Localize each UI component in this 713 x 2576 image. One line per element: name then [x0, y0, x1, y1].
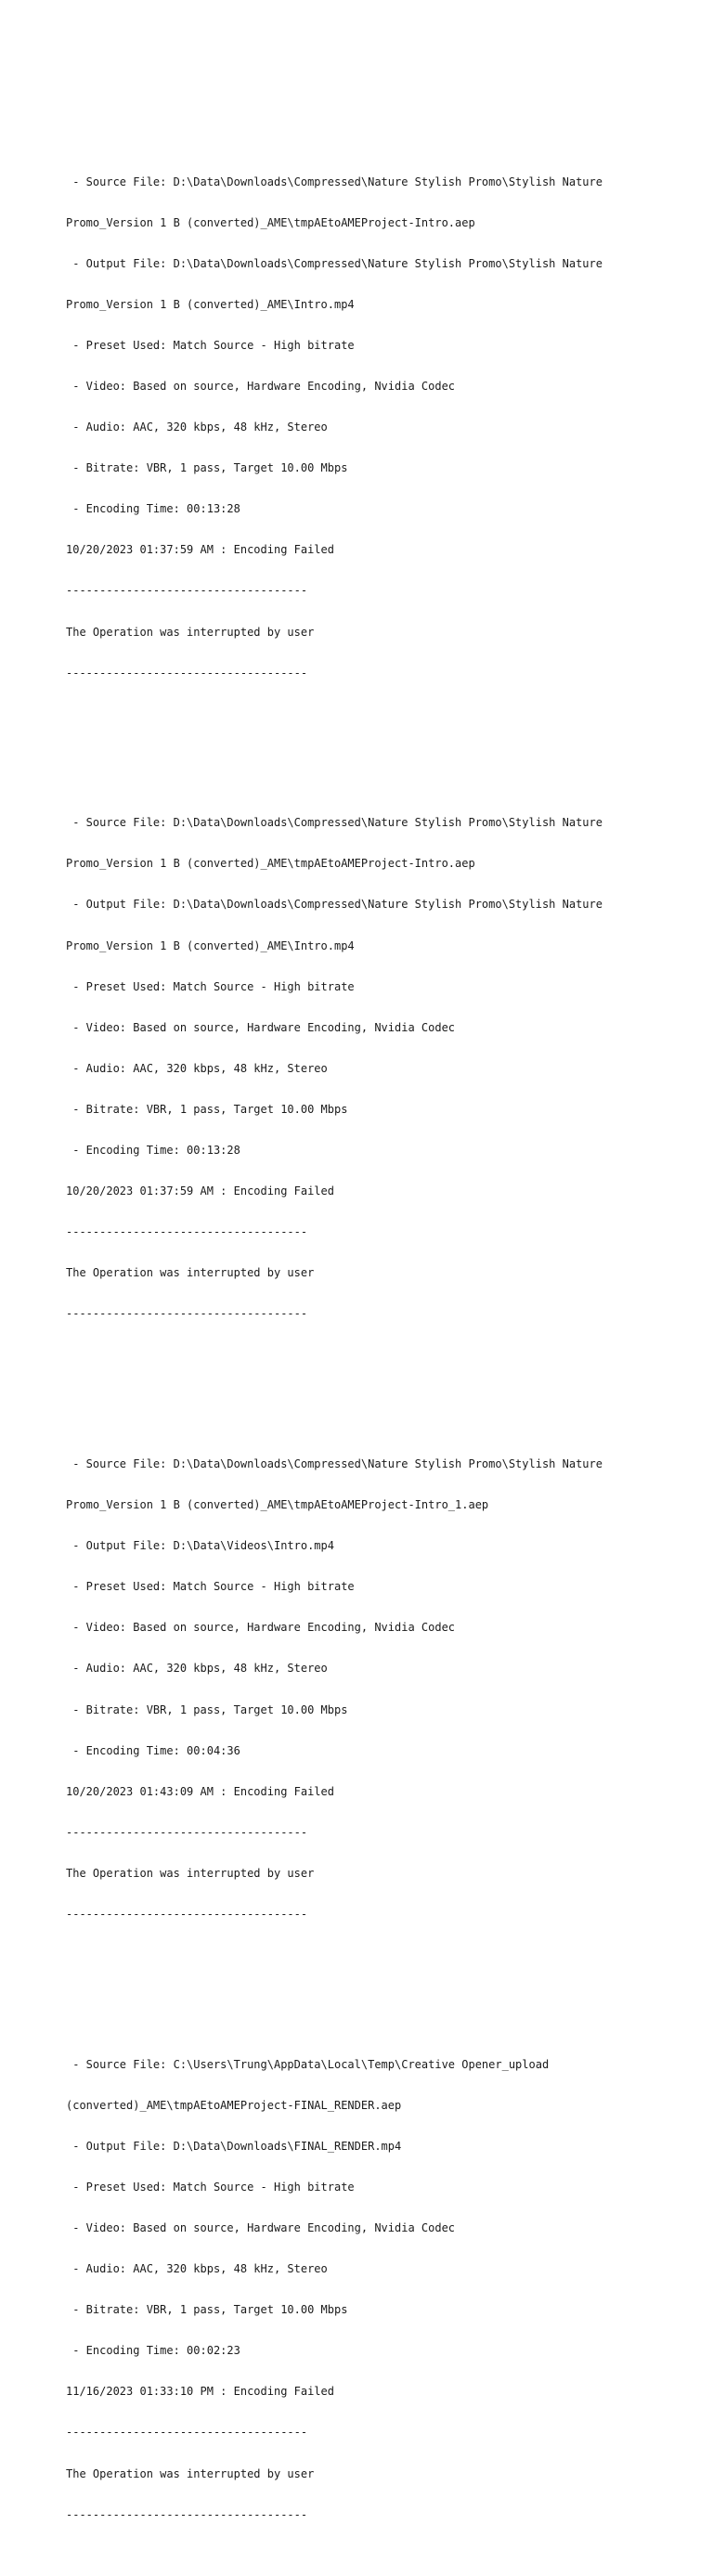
- source-file-line: - Source File: D:\Data\Downloads\Compressed\Nature Stylish Promo\Stylish Nature: [66, 175, 603, 188]
- preset-line: - Preset Used: Match Source - High bitrate: [66, 2180, 355, 2194]
- separator-line: ------------------------------------: [66, 584, 308, 598]
- separator-line: ------------------------------------: [66, 1225, 308, 1239]
- log-entry: [66, 2030, 697, 2549]
- message-line: The Operation was interrupted by user: [66, 1266, 315, 1280]
- video-line: - Video: Based on source, Hardware Encoding, Nvidia Codec: [66, 379, 456, 393]
- output-file-line: - Output File: D:\Data\Downloads\Compressed\Nature Stylish Promo\Stylish Nature: [66, 256, 603, 270]
- source-file-line: - Source File: C:\Users\Trung\AppData\Local\Temp\Creative Opener_upload: [66, 2057, 550, 2071]
- encoding-time-line: - Encoding Time: 00:02:23: [66, 2344, 240, 2358]
- output-file-line: - Output File: D:\Data\Downloads\FINAL_RENDER.mp4: [66, 2139, 402, 2153]
- separator-line: ------------------------------------: [66, 1307, 308, 1321]
- message-line: The Operation was interrupted by user: [66, 2466, 315, 2480]
- video-line: - Video: Based on source, Hardware Encoding, Nvidia Codec: [66, 1621, 456, 1635]
- log-entry: [66, 789, 697, 1349]
- video-line: - Video: Based on source, Hardware Encoding, Nvidia Codec: [66, 1020, 456, 1034]
- audio-line: - Audio: AAC, 320 kbps, 48 kHz, Stereo: [66, 1061, 328, 1075]
- audio-line: - Audio: AAC, 320 kbps, 48 kHz, Stereo: [66, 421, 328, 434]
- message-line: The Operation was interrupted by user: [66, 625, 315, 639]
- separator-line: ------------------------------------: [66, 2426, 308, 2440]
- log-entry: [66, 148, 697, 707]
- preset-line: - Preset Used: Match Source - High bitrate: [66, 338, 355, 352]
- encoding-log-document: [66, 107, 697, 2576]
- encoding-time-line: - Encoding Time: 00:04:36: [66, 1743, 240, 1757]
- separator-line: ------------------------------------: [66, 1908, 308, 1922]
- log-entry: [66, 1430, 697, 1949]
- bitrate-line: - Bitrate: VBR, 1 pass, Target 10.00 Mbps: [66, 1102, 348, 1116]
- separator-line: ------------------------------------: [66, 1825, 308, 1839]
- output-file-line: - Output File: D:\Data\Downloads\Compressed\Nature Stylish Promo\Stylish Nature: [66, 898, 603, 912]
- output-file-line-continued: Promo_Version 1 B (converted)_AME\Intro.mp4: [66, 297, 355, 311]
- source-file-line: - Source File: D:\Data\Downloads\Compressed\Nature Stylish Promo\Stylish Nature: [66, 816, 603, 830]
- source-file-line-continued: (converted)_AME\tmpAEtoAMEProject-FINAL_RENDER.aep: [66, 2098, 402, 2112]
- encoding-time-line: - Encoding Time: 00:13:28: [66, 1144, 240, 1157]
- status-line: 10/20/2023 01:37:59 AM : Encoding Failed: [66, 1184, 334, 1198]
- preset-line: - Preset Used: Match Source - High bitrate: [66, 979, 355, 993]
- message-line: The Operation was interrupted by user: [66, 1866, 315, 1880]
- source-file-line: - Source File: D:\Data\Downloads\Compressed\Nature Stylish Promo\Stylish Nature: [66, 1456, 603, 1470]
- separator-line: ------------------------------------: [66, 666, 308, 680]
- video-line: - Video: Based on source, Hardware Encoding, Nvidia Codec: [66, 2221, 456, 2234]
- separator-line: ------------------------------------: [66, 2507, 308, 2521]
- audio-line: - Audio: AAC, 320 kbps, 48 kHz, Stereo: [66, 1662, 328, 1676]
- preset-line: - Preset Used: Match Source - High bitrate: [66, 1580, 355, 1594]
- source-file-line-continued: Promo_Version 1 B (converted)_AME\tmpAEtoAMEProject-Intro.aep: [66, 857, 475, 871]
- source-file-line-continued: Promo_Version 1 B (converted)_AME\tmpAEtoAMEProject-Intro_1.aep: [66, 1498, 489, 1512]
- bitrate-line: - Bitrate: VBR, 1 pass, Target 10.00 Mbps: [66, 461, 348, 475]
- source-file-line-continued: Promo_Version 1 B (converted)_AME\tmpAEtoAMEProject-Intro.aep: [66, 215, 475, 229]
- status-line: 10/20/2023 01:43:09 AM : Encoding Failed: [66, 1784, 334, 1798]
- bitrate-line: - Bitrate: VBR, 1 pass, Target 10.00 Mbps: [66, 2303, 348, 2317]
- status-line: 11/16/2023 01:33:10 PM : Encoding Failed: [66, 2385, 334, 2399]
- bitrate-line: - Bitrate: VBR, 1 pass, Target 10.00 Mbps: [66, 1702, 348, 1716]
- audio-line: - Audio: AAC, 320 kbps, 48 kHz, Stereo: [66, 2262, 328, 2276]
- encoding-time-line: - Encoding Time: 00:13:28: [66, 502, 240, 516]
- output-file-line-continued: Promo_Version 1 B (converted)_AME\Intro.mp4: [66, 938, 355, 952]
- output-file-line: - Output File: D:\Data\Videos\Intro.mp4: [66, 1539, 334, 1553]
- status-line: 10/20/2023 01:37:59 AM : Encoding Failed: [66, 543, 334, 557]
